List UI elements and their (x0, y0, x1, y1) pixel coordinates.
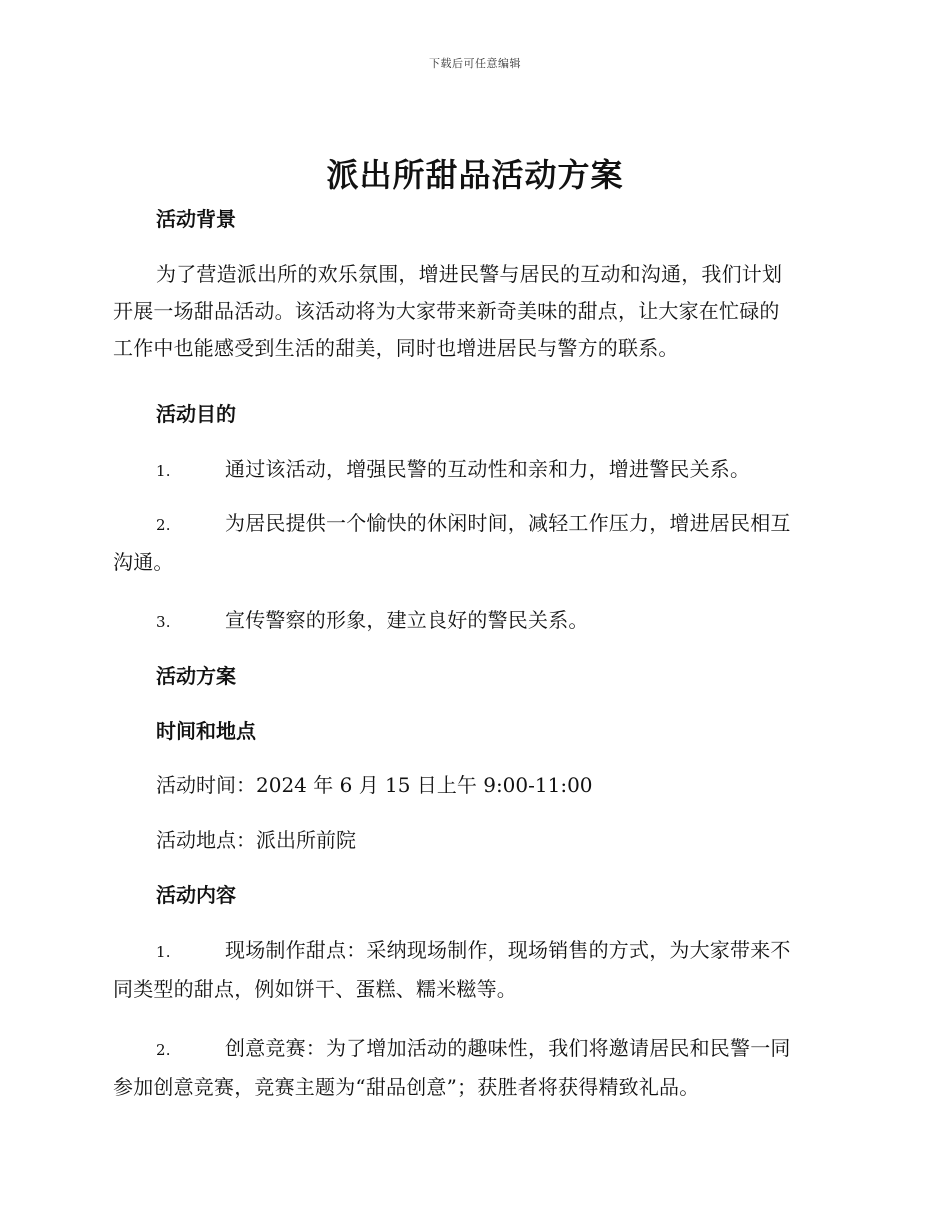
paragraph-line: 开展一场甜品活动。该活动将为大家带来新奇美味的甜点，让大家在忙碌的 (113, 299, 780, 323)
background-paragraph (113, 256, 835, 367)
list-number: 1. (156, 462, 171, 480)
list-number: 2. (156, 1041, 171, 1059)
list-item-text: 参加创意竞赛，竞赛主题为“甜品创意”；获胜者将获得精致礼品。 (113, 1075, 700, 1099)
section-heading-purpose: 活动目的 (156, 402, 236, 426)
section-heading-content: 活动内容 (156, 883, 236, 907)
list-item-text: 创意竞赛：为了增加活动的趣味性，我们将邀请居民和民警一同 (225, 1036, 791, 1060)
list-item-text: 同类型的甜点，例如饼干、蛋糕、糯米糍等。 (113, 977, 517, 1001)
list-item-text: 现场制作甜点：采纳现场制作，现场销售的方式，为大家带来不 (225, 938, 791, 962)
paragraph-line: 为了营造派出所的欢乐氛围，增进民警与居民的互动和沟通，我们计划 (156, 262, 783, 286)
list-item-text: 宣传警察的形象，建立良好的警民关系。 (225, 608, 589, 632)
event-place: 活动地点：派出所前院 (156, 828, 356, 852)
content-item-1 (113, 932, 835, 1008)
section-heading-background: 活动背景 (156, 207, 236, 231)
purpose-item-1 (113, 451, 835, 490)
purpose-item-2 (113, 505, 835, 581)
header-note: 下载后可任意编辑 (429, 57, 521, 70)
event-time: 活动时间：2024 年 6 月 15 日上午 9:00-11:00 (156, 773, 593, 797)
section-heading-time-place: 时间和地点 (156, 719, 256, 743)
list-number: 3. (156, 613, 171, 631)
list-item-text: 为居民提供一个愉快的休闲时间，减轻工作压力，增进居民相互 (225, 511, 791, 535)
list-number: 1. (156, 943, 171, 961)
document-title: 派出所甜品活动方案 (326, 156, 624, 194)
list-item-text: 通过该活动，增强民警的互动性和亲和力，增进警民关系。 (225, 457, 751, 481)
list-number: 2. (156, 516, 171, 534)
paragraph-line: 工作中也能感受到生活的甜美，同时也增进居民与警方的联系。 (113, 336, 679, 360)
content-item-2 (113, 1030, 835, 1106)
section-heading-plan: 活动方案 (156, 664, 236, 688)
purpose-item-3 (113, 602, 835, 641)
list-item-text: 沟通。 (113, 550, 174, 574)
